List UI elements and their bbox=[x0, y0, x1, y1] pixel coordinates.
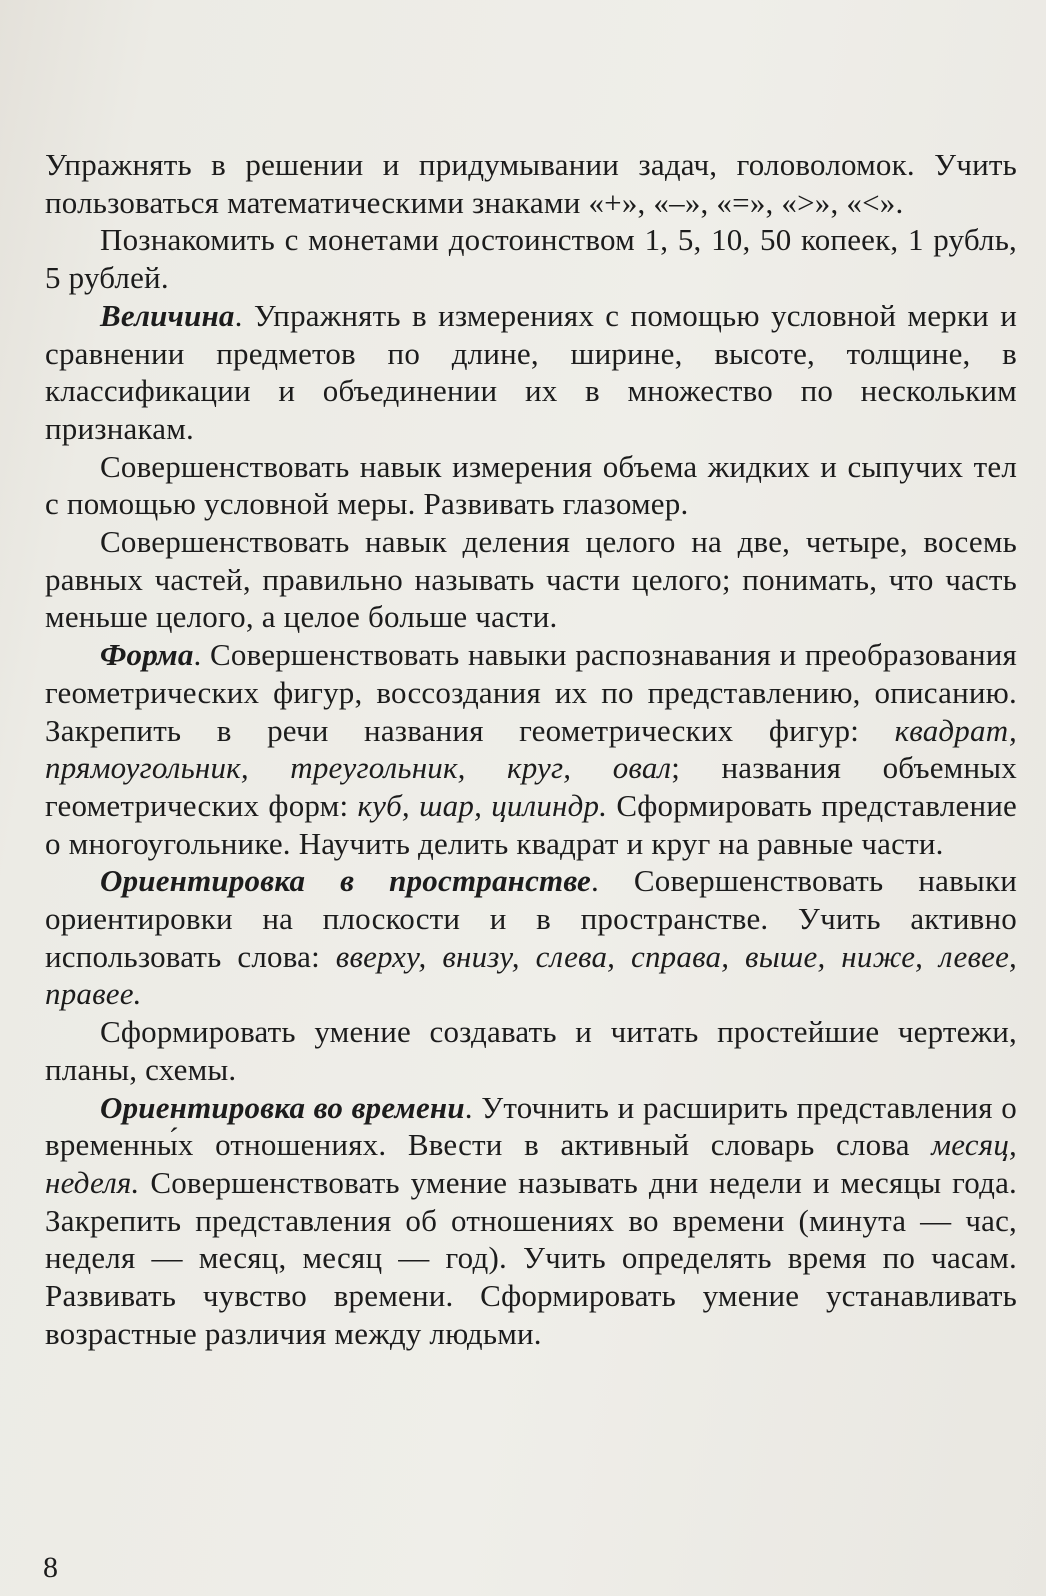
paragraph-shape-text-a: . Совершенствовать навыки распознавания и преобразования геометрических фигур, воссоздания их по представлению, описанию. Закрепить в речи названия геометрических фигур: bbox=[45, 637, 1017, 748]
paragraph-magnitude bbox=[45, 297, 1017, 448]
space-words: вверху, внизу, слева, справа, выше, ниже, левее, правее. bbox=[45, 938, 1017, 1012]
heading-shape: Форма bbox=[100, 637, 194, 673]
heading-space: Ориентировка в пространстве bbox=[100, 863, 591, 899]
solid-names: куб, шар, цилиндр. bbox=[357, 787, 608, 823]
paragraph-shape-text-c: Сформировать представление о многоугольнике. Научить делить квадрат и круг на равные части. bbox=[45, 787, 1018, 861]
paragraph-tasks: Упражнять в решении и придумывании задач, головоломок. Учить пользоваться математическими знаками «+», «–», «=», «>», «<». bbox=[45, 147, 1017, 220]
text-block bbox=[45, 146, 1017, 1353]
paragraph-time-text-b: Совершенствовать умение называть дни недели и месяцы года. Закрепить представления об отношениях во времени (минута — час, неделя — месяц, месяц — год). Учить определять время по часам. Развивать чувство времени. Сформировать умение устанавливать возрастные различия между людьми. bbox=[45, 1164, 1017, 1351]
paragraph-volume: Совершенствовать навык измерения объема жидких и сыпучих тел с помощью условной меры. Развивать глазомер. bbox=[45, 448, 1017, 522]
paragraph-drawings: Сформировать умение создавать и читать простейшие чертежи, планы, схемы. bbox=[45, 1014, 1017, 1087]
paragraph-division: Совершенствовать навык деления целого на две, четыре, восемь равных частей, правильно называть части целого; понимать, что часть меньше целого, а целое больше части. bbox=[45, 524, 1017, 635]
figure-names: квадрат, прямоугольник, треугольник, круг, овал bbox=[45, 712, 1017, 786]
heading-time: Ориентировка во времени bbox=[100, 1089, 465, 1125]
paragraph-time-text-a: . Уточнить и расширить представления о временны́х отношениях. Ввести в активный словарь слова bbox=[45, 1089, 1017, 1163]
time-words: месяц, неделя. bbox=[45, 1127, 1017, 1200]
paragraph-time bbox=[45, 1089, 1017, 1353]
heading-magnitude: Величина bbox=[100, 297, 235, 333]
paragraph-shape-text-b: ; названия объемных геометрических форм: bbox=[45, 750, 1017, 823]
paragraph-space-text-a: . Совершенствовать навыки ориентировки на плоскости и в пространстве. Учить активно использовать слова: bbox=[45, 863, 1017, 974]
paragraph-space bbox=[45, 862, 1017, 1013]
paragraph-magnitude-text: . Упражнять в измерениях с помощью условной мерки и сравнении предметов по длине, ширине, высоте, толщине, в классификации и объединении их в множество по нескольким признакам. bbox=[45, 297, 1017, 446]
paragraph-coins: Познакомить с монетами достоинством 1, 5, 10, 50 копеек, 1 рубль, 5 рублей. bbox=[45, 222, 1017, 296]
paragraph-shape bbox=[45, 636, 1017, 862]
page-number: 8 bbox=[43, 1551, 58, 1584]
